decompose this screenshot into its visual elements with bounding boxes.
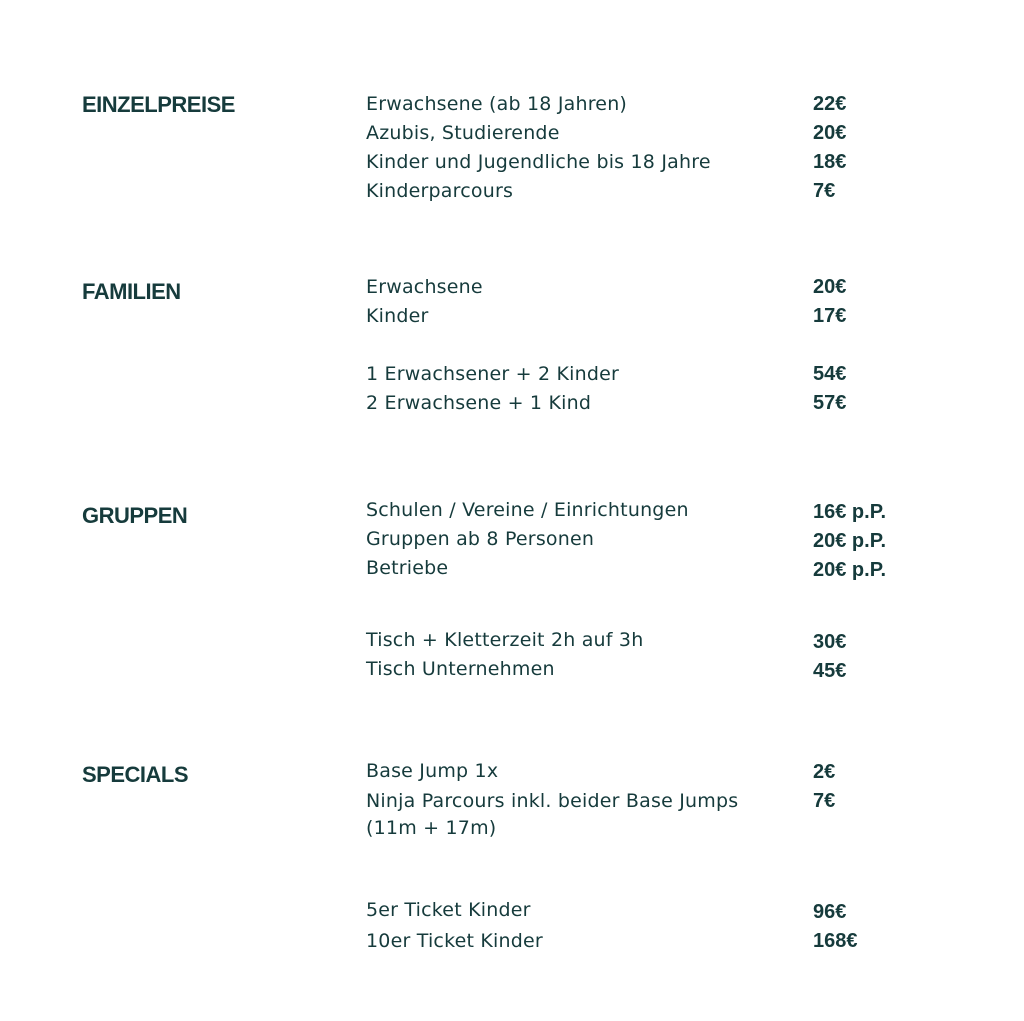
price-label: Kinder und Jugendliche bis 18 Jahre [366,151,711,173]
price-label: 1 Erwachsener + 2 Kinder [366,363,620,385]
price-label: Tisch Unternehmen [366,658,555,680]
section-title-einzelpreise: EINZELPREISE [82,92,235,117]
price-value: 168€ [813,930,858,952]
price-value: 7€ [813,180,836,202]
price-label: Betriebe [366,557,449,579]
price-value: 7€ [813,790,836,812]
price-label: 2 Erwachsene + 1 Kind [366,392,592,414]
price-label: Schulen / Vereine / Einrichtungen [366,499,689,521]
price-label: 10er Ticket Kinder [366,930,543,952]
price-value: 16€ p.P. [813,501,887,523]
price-label: Azubis, Studierende [366,122,560,144]
price-value: 96€ [813,901,847,923]
price-label: Erwachsene (ab 18 Jahren) [366,93,628,115]
price-value: 54€ [813,363,847,385]
price-value: 30€ [813,631,847,653]
section-title-specials: SPECIALS [82,762,189,787]
price-value: 20€ p.P. [813,559,887,581]
price-value: 20€ [813,122,847,144]
price-label: Kinderparcours [366,180,514,202]
price-value: 45€ [813,660,847,682]
price-value: 2€ [813,761,836,783]
price-label: Erwachsene [366,276,483,298]
price-label: Tisch + Kletterzeit 2h auf 3h [366,629,644,651]
price-label: Base Jump 1x [366,760,499,782]
price-label: Gruppen ab 8 Personen [366,528,595,550]
price-label: 5er Ticket Kinder [366,899,531,921]
section-title-familien: FAMILIEN [82,279,181,304]
price-value: 18€ [813,151,847,173]
section-title-gruppen: GRUPPEN [82,503,188,528]
price-value: 57€ [813,392,847,414]
price-label: Ninja Parcours inkl. beider Base Jumps [366,790,739,812]
price-value: 20€ [813,276,847,298]
price-label: Kinder [366,305,429,327]
price-label-continuation: (11m + 17m) [366,817,497,839]
price-value: 22€ [813,93,847,115]
price-value: 17€ [813,305,847,327]
price-value: 20€ p.P. [813,530,887,552]
